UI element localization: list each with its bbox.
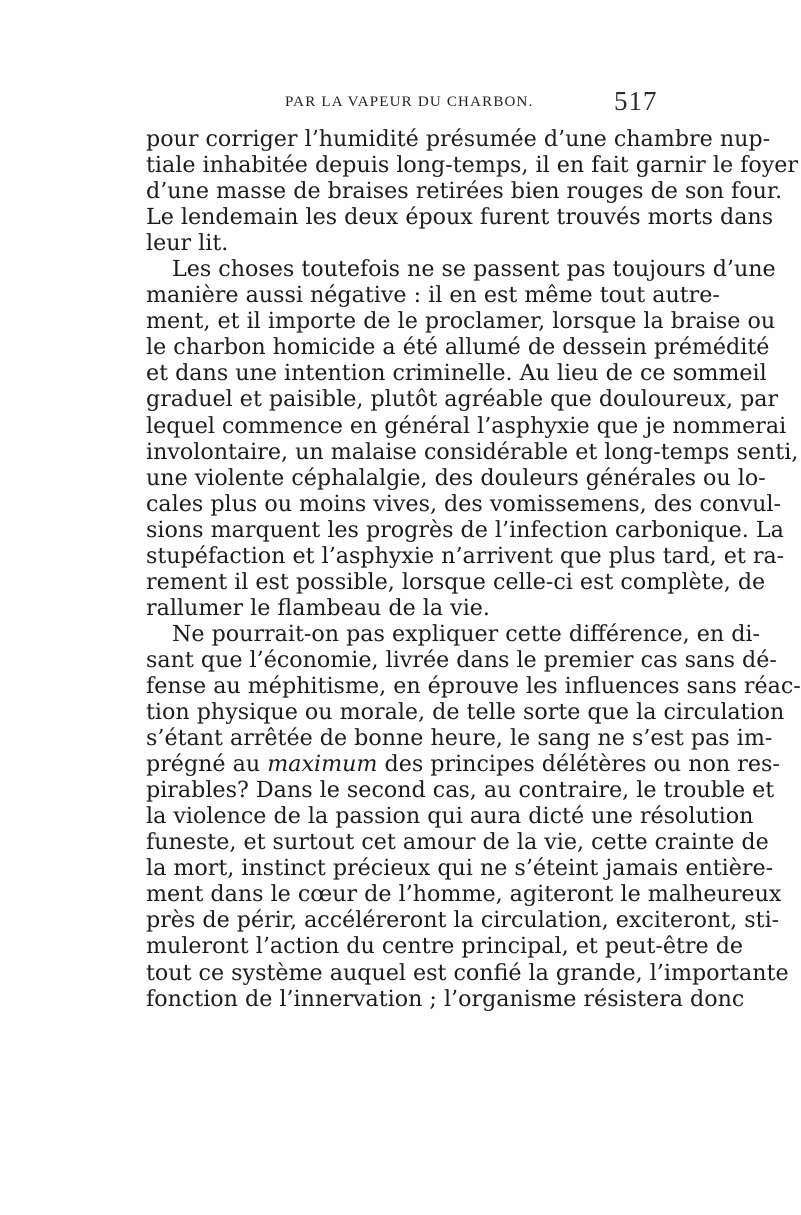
body-text bbox=[146, 126, 801, 1012]
text-line: fense au méphitisme, en éprouve les influences sans réac- bbox=[146, 672, 801, 699]
text-line: involontaire, un malaise considérable et long-temps senti, bbox=[146, 438, 799, 465]
text-line: leur lit. bbox=[146, 230, 229, 257]
text-line: graduel et paisible, plutôt agréable que douloureux, par bbox=[146, 386, 779, 413]
text-line: rement il est possible, lorsque celle-ci est complète, de bbox=[146, 568, 766, 595]
page-number: 517 bbox=[614, 86, 658, 116]
text-line: pirables? Dans le second cas, au contraire, le trouble et bbox=[146, 777, 775, 804]
text-line-with-italic bbox=[146, 751, 780, 778]
text-line: d’une masse de braises retirées bien rouges de son four. bbox=[146, 178, 783, 205]
text-line: Le lendemain les deux époux furent trouvés morts dans bbox=[146, 204, 774, 231]
text-line: une violente céphalalgie, des douleurs générales ou lo- bbox=[146, 464, 766, 491]
text-line: sions marquent les progrès de l’infection carbonique. La bbox=[146, 516, 784, 543]
text-line: muleront l’action du centre principal, et peut-être de bbox=[146, 933, 744, 960]
paragraph-start-line: Les choses toutefois ne se passent pas toujours d’une bbox=[172, 256, 776, 283]
text-line: s’étant arrêtée de bonne heure, le sang ne s’est pas im- bbox=[146, 725, 773, 752]
text-line: la mort, instinct précieux qui ne s’éteint jamais entière- bbox=[146, 855, 774, 882]
text-line: cales plus ou moins vives, des vomissemens, des convul- bbox=[146, 490, 781, 517]
text-line: ment, et il importe de le proclamer, lorsque la braise ou bbox=[146, 308, 776, 335]
text-line: fonction de l’innervation ; l’organisme résistera donc bbox=[146, 985, 745, 1012]
text-line: tout ce système auquel est confié la grande, l’importante bbox=[146, 959, 789, 986]
text-line: manière aussi négative : il en est même tout autre- bbox=[146, 282, 720, 309]
text-line: le charbon homicide a été allumé de dessein prémédité bbox=[146, 334, 770, 361]
text-line: tiale inhabitée depuis long-temps, il en fait garnir le foyer bbox=[146, 152, 798, 179]
italic-term: maximum bbox=[267, 751, 378, 778]
text-line: près de périr, accéléreront la circulation, exciteront, sti- bbox=[146, 907, 780, 934]
text-line: sant que l’économie, livrée dans le premier cas sans dé- bbox=[146, 646, 777, 673]
text-line: la violence de la passion qui aura dicté une résolution bbox=[146, 803, 754, 830]
text-line: funeste, et surtout cet amour de la vie, cette crainte de bbox=[146, 829, 769, 856]
text-line: pour corriger l’humidité présumée d’une chambre nup- bbox=[146, 126, 771, 152]
text-line: tion physique ou morale, de telle sorte que la circulation bbox=[146, 699, 785, 726]
running-head bbox=[0, 86, 800, 126]
text-segment: prégné au bbox=[146, 751, 268, 778]
text-line: stupéfaction et l’asphyxie n’arrivent que plus tard, et ra- bbox=[146, 542, 785, 569]
running-head-title: PAR LA VAPEUR DU CHARBON. bbox=[285, 94, 534, 110]
text-segment: des principes délétères ou non res- bbox=[377, 751, 780, 778]
text-line: ment dans le cœur de l’homme, agiteront le malheureux bbox=[146, 881, 782, 908]
text-line: et dans une intention criminelle. Au lieu de ce sommeil bbox=[146, 360, 767, 387]
text-line: rallumer le flambeau de la vie. bbox=[146, 594, 490, 621]
paragraph-start-line: Ne pourrait-on pas expliquer cette différence, en di- bbox=[172, 620, 761, 647]
text-line: lequel commence en général l’asphyxie que je nommerai bbox=[146, 412, 787, 439]
